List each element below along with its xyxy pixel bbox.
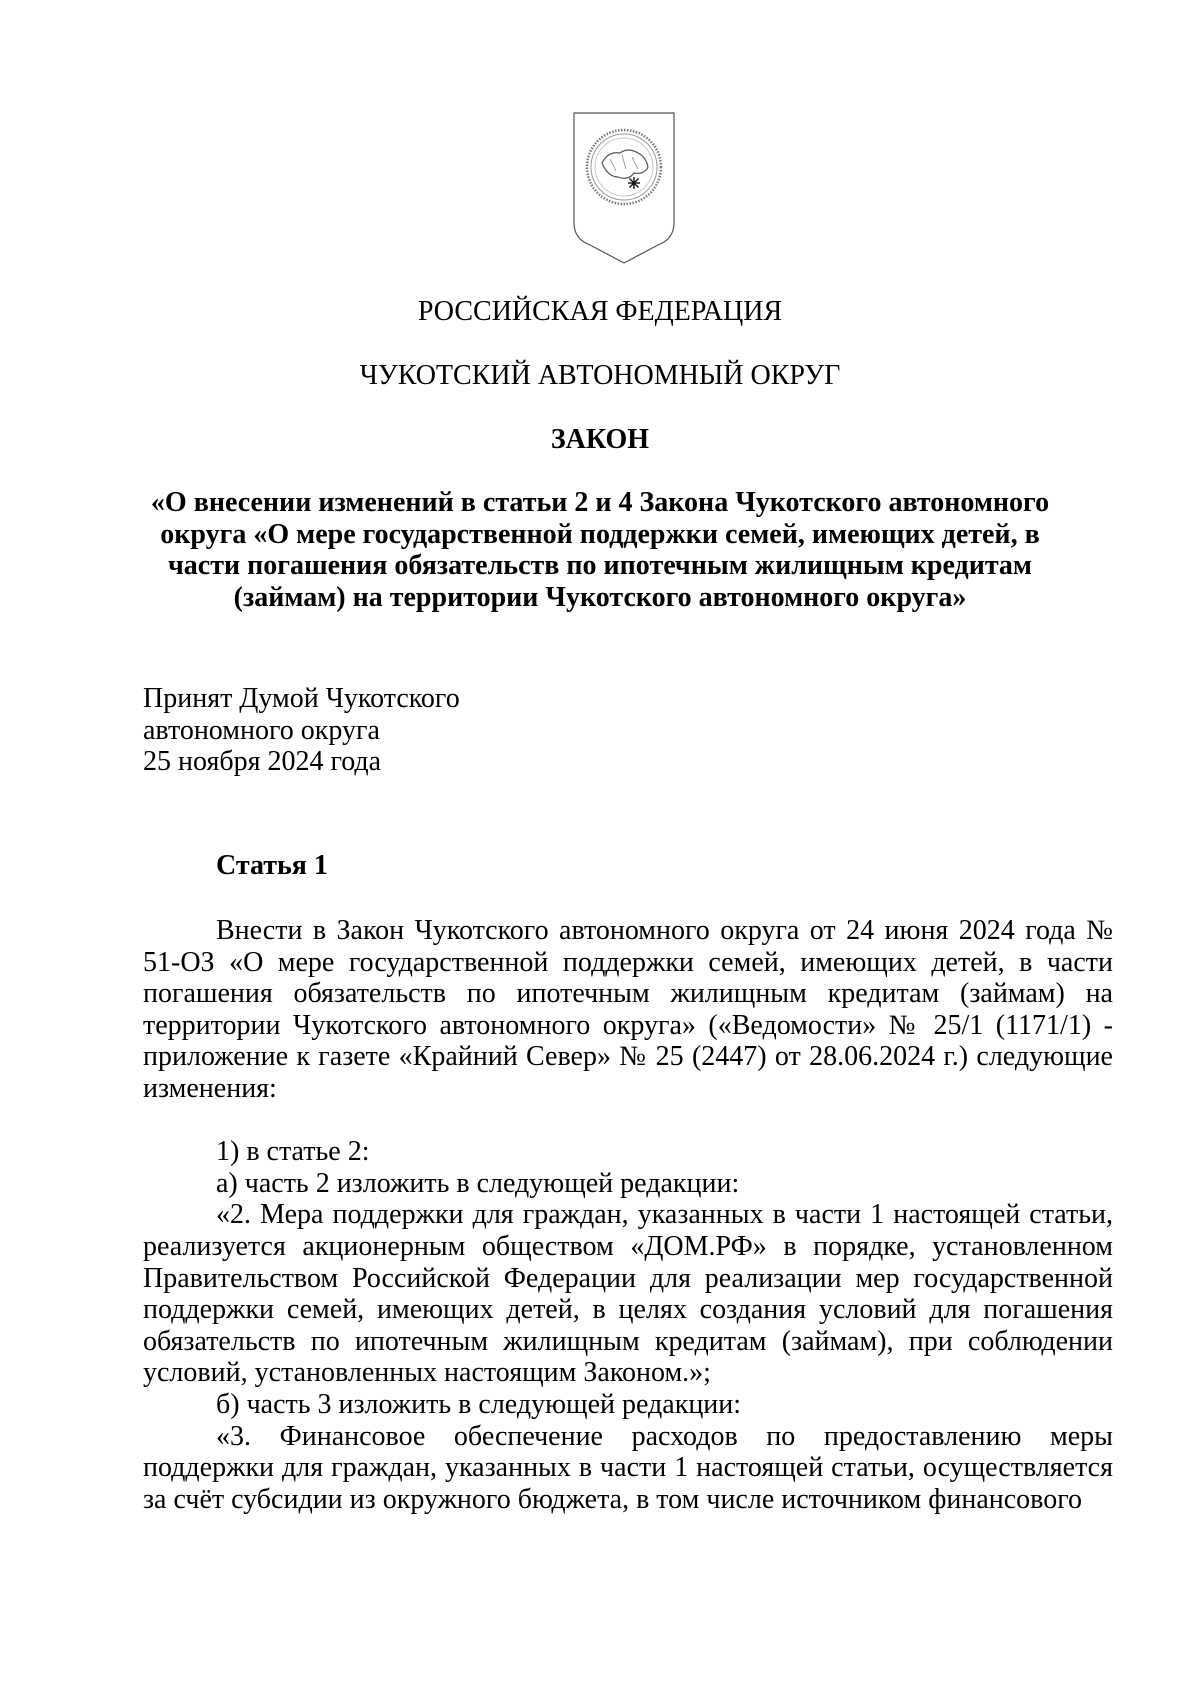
adoption-line: автономного округа — [143, 714, 380, 746]
adoption-info — [143, 683, 460, 778]
paragraph: «3. Финансовое обеспечение расходов по предоставлению меры поддержки для граждан, указанных в части 1 настоящей статьи, осуществляется за счёт субсидии из окружного бюджета, в том числе источником финансового — [143, 1420, 1113, 1515]
region-heading: ЧУКОТСКИЙ АВТОНОМНЫЙ ОКРУГ — [359, 360, 841, 391]
adoption-date: 25 ноября 2024 года — [143, 746, 382, 777]
coat-of-arms-icon — [572, 111, 676, 265]
law-title: «О внесении изменений в статьи 2 и 4 Закона Чукотского автономного округа «О мере государственной поддержки семей, имеющих детей, в части погашения обязательств по ипотечным жилищным кредитам (займам) на территории Чукотского автономного округа» — [150, 487, 1050, 613]
document-type-heading: ЗАКОН — [550, 424, 650, 455]
paragraph: а) часть 2 изложить в следующей редакции: — [216, 1167, 740, 1199]
paragraph: 1) в статье 2: — [216, 1136, 370, 1168]
article-body — [143, 915, 1113, 1515]
adoption-line: Принят Думой Чукотского — [143, 683, 460, 714]
article-heading: Статья 1 — [216, 850, 328, 881]
paragraph: б) часть 3 изложить в следующей редакции: — [216, 1388, 742, 1420]
paragraph: «2. Мера поддержки для граждан, указанных в части 1 настоящей статьи, реализуется акционерным обществом «ДОМ.РФ» в порядке, установленном Правительством Российской Федерации для реализации мер государственной поддержки семей, имеющих детей, в целях создания условий для погашения обязательств по ипотечным жилищным кредитам (займам), при соблюдении условий, установленных настоящим Законом.»; — [143, 1199, 1113, 1389]
paragraph: Внести в Закон Чукотского автономного округа от 24 июня 2024 года № 51-ОЗ «О мере государственной поддержки семей, имеющих детей, в части погашения обязательств по ипотечным жилищным кредитам (займам) на территории Чукотского автономного округа» («Ведомости» № 25/1 (1171/1) - приложение к газете «Крайний Север» № 25 (2447) от 28.06.2024 г.) следующие изменения: — [143, 915, 1113, 1104]
country-heading: РОССИЙСКАЯ ФЕДЕРАЦИЯ — [417, 296, 783, 327]
